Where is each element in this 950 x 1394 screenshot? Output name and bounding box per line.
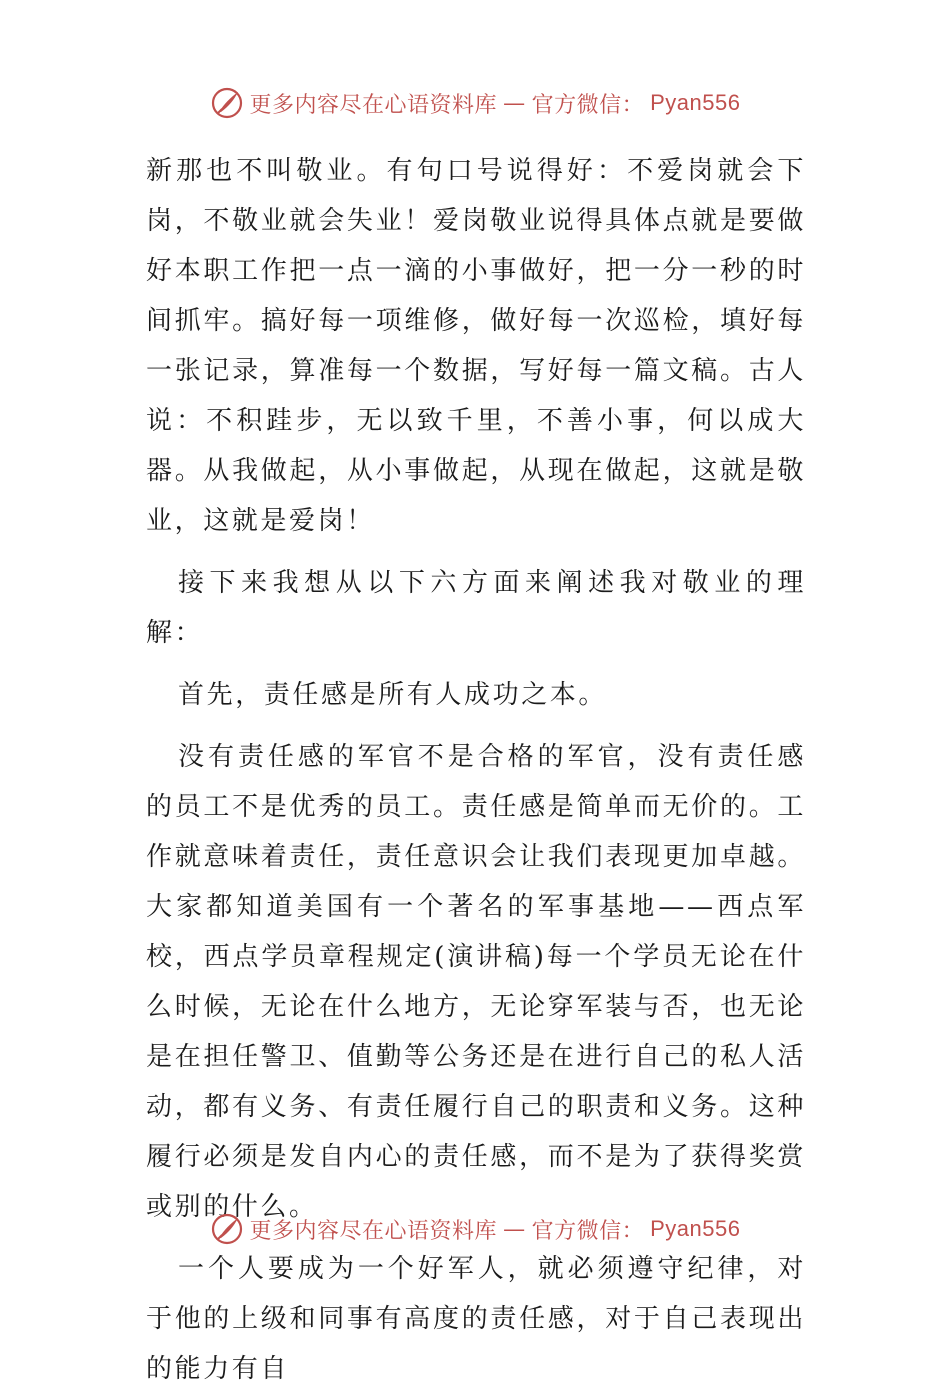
header-banner	[0, 86, 950, 120]
paragraph-continuation: 新那也不叫敬业。有句口号说得好：不爱岗就会下岗，不敬业就会失业！爱岗敬业说得具体点就是要做好本职工作把一点一滴的小事做好，把一分一秒的时间抓牢。搞好每一项维修，做好每一次巡检，填好每一张记录，算准每一个数据，写好每一篇文稿。古人说：不积跬步，无以致千里，不善小事，何以成大器。从我做起，从小事做起，从现在做起，这就是敬业，这就是爱岗！	[146, 156, 806, 536]
banner-dash: —	[503, 1216, 526, 1242]
paragraph-responsibility: 没有责任感的军官不是合格的军官，没有责任感的员工不是优秀的员工。责任感是简单而无价的。工作就意味着责任，责任意识会让我们表现更加卓越。大家都知道美国有一个著名的军事基地——西点军校，西点学员章程规定(演讲稿)每一个学员无论在什么时候，无论在什么地方，无论穿军装与否，也无论是在担任警卫、值勤等公务还是在进行自己的私人活动，都有义务、有责任履行自己的职责和义务。这种履行必须是发自内心的责任感，而不是为了获得奖赏或别的什么。	[146, 742, 806, 1222]
quill-logo-icon	[210, 86, 244, 120]
banner-dash: —	[503, 90, 526, 116]
banner-contact-label: 官方微信：	[531, 1218, 645, 1244]
banner-account: Pyan556	[650, 1216, 741, 1241]
banner-brand-text: 更多内容尽在心语资料库	[249, 92, 498, 118]
paragraph-intro: 接下来我想从以下六方面来阐述我对敬业的理解：	[146, 568, 806, 648]
paragraph-soldier: 一个人要成为一个好军人，就必须遵守纪律，对于他的上级和同事有高度的责任感，对于自己表现出的能力有自	[146, 1254, 806, 1384]
banner-brand-text: 更多内容尽在心语资料库	[249, 1218, 498, 1244]
document-body	[146, 146, 806, 1394]
quill-logo-icon	[210, 1212, 244, 1246]
banner-account: Pyan556	[650, 90, 741, 115]
paragraph-first-point: 首先，责任感是所有人成功之本。	[178, 680, 608, 710]
banner-contact-label: 官方微信：	[531, 92, 645, 118]
footer-banner	[0, 1212, 950, 1246]
